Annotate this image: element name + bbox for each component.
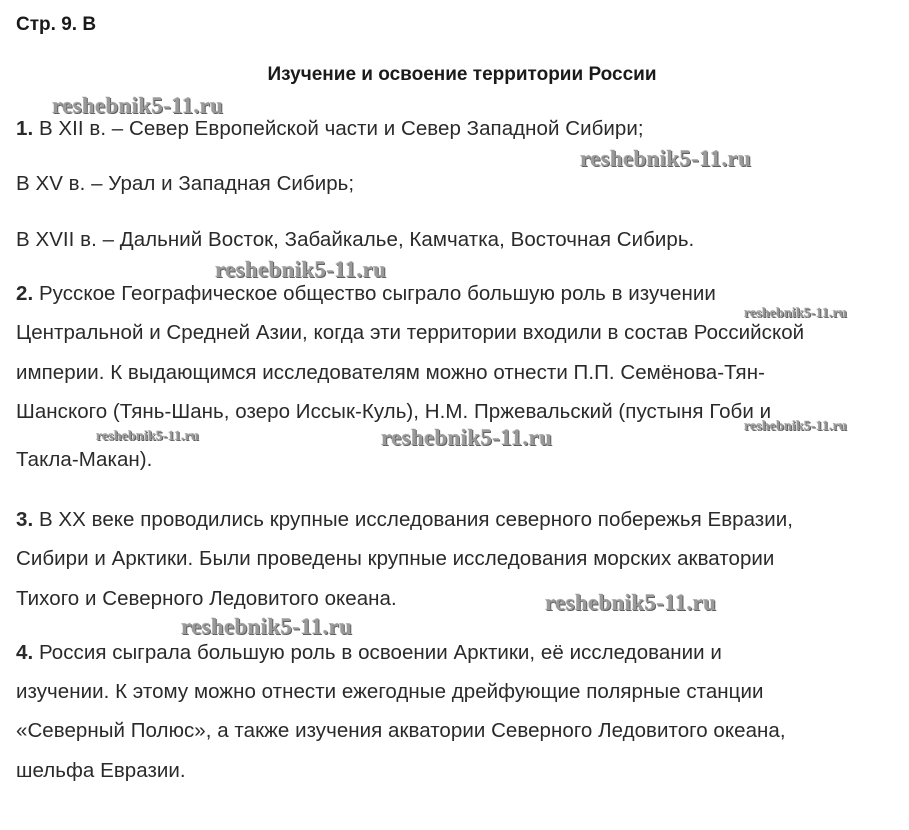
answer-text: В XII в. – Север Европейской части и Север Западной Сибири; [33,117,644,140]
answer-number: 2. [16,282,34,305]
answer-text: шельфа Евразии. [16,759,186,782]
answer-1-line-3 [16,228,694,252]
answer-2-line-4 [16,400,771,424]
answer-text: Такла-Макан). [16,448,153,471]
answer-number: 4. [16,641,34,664]
watermark: reshebnik5-11.ru [96,429,199,444]
answer-4-line-4 [16,759,186,783]
answer-3-line-3 [16,587,397,611]
watermark: reshebnik5-11.ru [744,306,847,321]
answer-number: 1. [16,117,34,140]
answer-2-line-1 [16,282,716,306]
watermark: reshebnik5-11.ru [545,590,717,615]
answer-1-line-2 [16,172,354,196]
answer-text: Русское Географическое общество сыграло большую роль в изучении [33,282,716,305]
answer-text: империи. К выдающимся исследователям можно отнести П.П. Семёнова-Тян- [16,361,765,384]
answer-2-line-2 [16,321,804,345]
answer-2-line-3 [16,361,765,385]
answer-3-line-1 [16,508,793,532]
watermark: reshebnik5-11.ru [181,614,353,639]
answer-text: «Северный Полюс», а также изучения акватории Северного Ледовитого океана, [16,719,786,742]
watermark: reshebnik5-11.ru [580,146,752,171]
watermark: reshebnik5-11.ru [215,257,387,282]
page-reference: Стр. 9. В [16,14,97,35]
answer-text: изучении. К этому можно отнести ежегодные дрейфующие полярные станции [16,680,764,703]
answer-2-line-5 [16,448,152,472]
answer-text: Тихого и Северного Ледовитого океана. [16,587,397,610]
answer-text: Шанского (Тянь-Шань, озеро Иссык-Куль), Н.М. Пржевальский (пустыня Гоби и [16,400,772,423]
answer-4-line-3 [16,719,786,743]
answer-text: В XX веке проводились крупные исследования северного побережья Евразии, [33,508,793,531]
answer-4-line-2 [16,680,763,704]
watermark: reshebnik5-11.ru [381,425,553,450]
answer-text: Сибири и Арктики. Были проведены крупные исследования морских акватории [16,547,775,570]
answer-3-line-2 [16,547,774,571]
answer-text: Россия сыграла большую роль в освоении Арктики, её исследовании и [33,641,722,664]
watermark: reshebnik5-11.ru [744,419,847,434]
answer-text: Центральной и Средней Азии, когда эти территории входили в состав Российской [16,321,805,344]
answer-text: В XV в. – Урал и Западная Сибирь; [16,172,355,195]
answer-number: 3. [16,508,34,531]
answer-1-line-1 [16,117,644,141]
answer-text: В XVII в. – Дальний Восток, Забайкалье, Камчатка, Восточная Сибирь. [16,228,695,251]
answer-4-line-1 [16,641,722,665]
watermark: reshebnik5-11.ru [52,93,224,118]
document-title: Изучение и освоение территории России [267,64,657,85]
